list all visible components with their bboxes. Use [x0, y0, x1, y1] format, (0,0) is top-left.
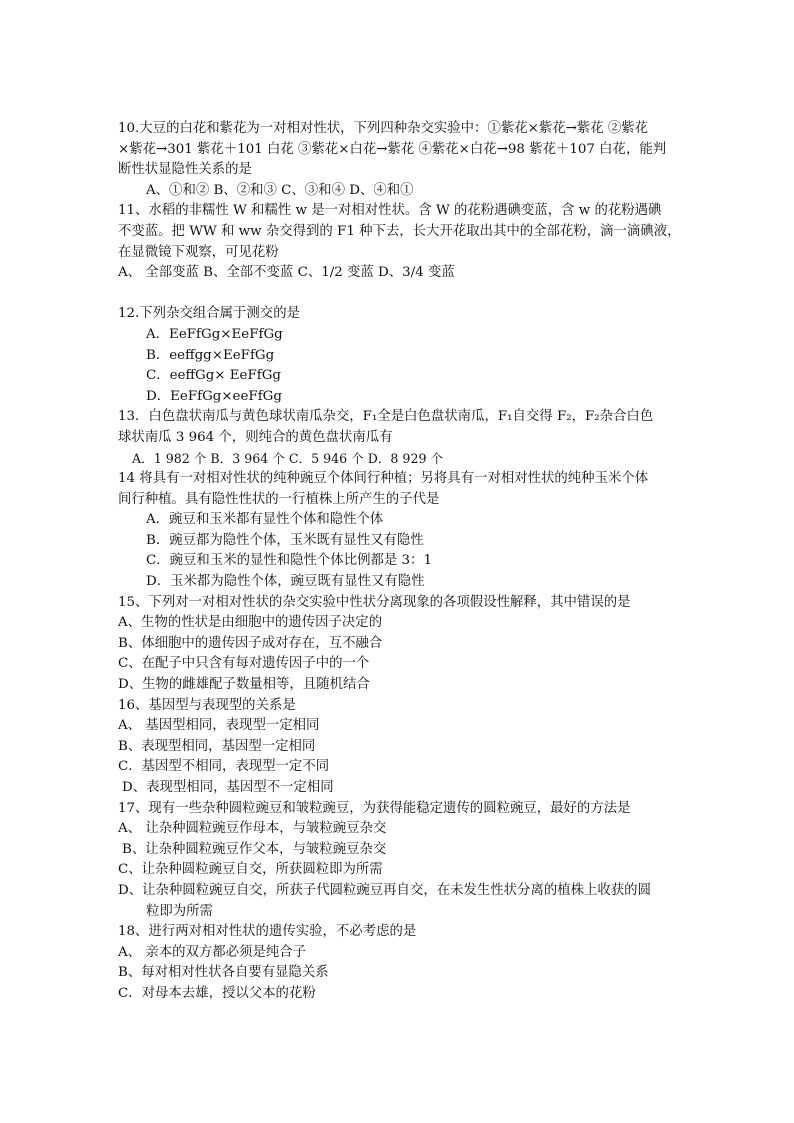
- question-13-options: A．1 982 个 B．3 964 个 C．5 946 个 D．8 929 个: [132, 450, 444, 466]
- question-13-stem-line-2: 球状南瓜 3 964 个，则纯合的黄色盘状南瓜有: [118, 429, 393, 445]
- question-17-stem: 17、现有一些杂种圆粒豌豆和皱粒豌豆，为获得能稳定遗传的圆粒豌豆，最好的方法是: [118, 800, 631, 816]
- question-14-option-d: D．玉米都为隐性个体，豌豆既有显性又有隐性: [146, 574, 425, 590]
- question-16-option-a: A、 基因型相同，表现型一定相同: [118, 718, 320, 734]
- question-16-option-b: B、表现型相同，基因型一定相同: [118, 738, 316, 754]
- question-15-option-a: A、生物的性状是由细胞中的遗传因子决定的: [118, 615, 383, 631]
- question-18-option-b: B、每对相对性状各自要有显隐关系: [118, 965, 329, 981]
- question-17-option-d-line-2: 粒即为所需: [146, 903, 213, 919]
- blank-line: [118, 284, 678, 305]
- question-18-stem: 18、进行两对相对性状的遗传实验，不必考虑的是: [118, 924, 417, 940]
- question-14-stem-line-2: 间行种植。具有隐性性状的一行植株上所产生的子代是: [118, 491, 440, 507]
- question-16-stem: 16、基因型与表现型的关系是: [118, 697, 296, 713]
- question-17: [118, 799, 678, 923]
- question-14-option-c: C．豌豆和玉米的显性和隐性个体比例都是 3：1: [146, 553, 432, 569]
- question-11-stem-line-3: 在显微镜下观察，可见花粉: [118, 244, 279, 260]
- question-18-option-a: A、 亲本的双方都必须是纯合子: [118, 944, 307, 960]
- question-12-option-d: D．EeFfGg×eeFfGg: [146, 388, 282, 404]
- question-10-stem-line-2: ×紫花→301 紫花＋101 白花 ③紫花×白花→紫花 ④紫花×白花→98 紫花＋107 白花，能判: [118, 141, 667, 157]
- question-11: [118, 201, 681, 283]
- question-12-option-b: B．eeffgg×EeFfGg: [146, 347, 275, 363]
- question-10-stem-line-3: 断性状显隐性关系的是: [118, 162, 252, 178]
- exam-page: [118, 119, 681, 1005]
- question-12-stem: 12.下列杂交组合属于测交的是: [118, 306, 300, 322]
- question-17-option-d-line-1: D、让杂种圆粒豌豆自交，所获子代圆粒豌豆再自交，在未发生性状分离的植株上收获的圆: [118, 882, 651, 898]
- question-14-stem-line-1: 14 将具有一对相对性状的纯种豌豆个体间行种植；另将具有一对相对性状的纯种玉米个体: [118, 471, 649, 487]
- question-14-option-b: B．豌豆都为隐性个体，玉米既有显性又有隐性: [146, 532, 424, 548]
- question-15: [118, 593, 678, 696]
- question-15-option-d: D、生物的雌雄配子数量相等，且随机结合: [118, 677, 370, 693]
- question-15-option-b: B、体细胞中的遗传因子成对存在，互不融合: [118, 635, 383, 651]
- question-14: [118, 469, 678, 593]
- question-12-option-c: C．eeffGg× EeFfGg: [146, 368, 281, 384]
- question-13: [118, 407, 678, 469]
- question-10-stem-line-1: 10.大豆的白花和紫花为一对相对性状，下列四种杂交实验中：①紫花×紫花→紫花 ②紫花: [118, 121, 649, 136]
- question-17-option-c: C、让杂种圆粒豌豆自交，所获圆粒即为所需: [118, 862, 383, 878]
- question-12-option-a: A．EeFfGg×EeFfGg: [146, 326, 283, 342]
- question-16: [118, 696, 678, 799]
- question-13-stem-line-1: 13．白色盘状南瓜与黄色球状南瓜杂交，F₁全是白色盘状南瓜，F₁自交得 F₂，F₂杂合白色: [118, 409, 654, 425]
- question-12: [118, 304, 678, 407]
- question-15-option-c: C、在配子中只含有每对遗传因子中的一个: [118, 656, 370, 672]
- question-17-option-a: A、 让杂种圆粒豌豆作母本，与皱粒豌豆杂交: [118, 821, 387, 837]
- question-16-option-d: D、表现型相同，基因型不一定相同: [122, 780, 334, 795]
- question-18: [118, 922, 678, 1004]
- question-16-option-c: C．基因型不相同，表现型一定不同: [118, 759, 330, 775]
- question-11-stem-line-1: 11、水稻的非糯性 W 和糯性 w 是一对相对性状。含 W 的花粉遇碘变蓝，含 w 的花粉遇碘: [118, 203, 662, 219]
- question-18-option-c: C．对母本去雄，授以父本的花粉: [118, 985, 316, 1001]
- question-15-stem: 15、下列对一对相对性状的杂交实验中性状分离现象的各项假设性解释，其中错误的是: [118, 594, 631, 610]
- question-10: [118, 119, 678, 201]
- question-10-options: A、①和② B、②和③ C、③和④ D、④和①: [146, 182, 414, 198]
- question-17-option-b: B、让杂种圆粒豌豆作父本，与皱粒豌豆杂交: [122, 841, 387, 857]
- question-11-options: A、 全部变蓝 B、全部不变蓝 C、1/2 变蓝 D、3/4 变蓝: [118, 265, 455, 281]
- question-11-stem-line-2: 不变蓝。把 WW 和 ww 杂交得到的 F1 种下去，长大开花取出其中的全部花粉，滴一滴碘液，: [118, 223, 681, 239]
- question-14-option-a: A．豌豆和玉米都有显性个体和隐性个体: [146, 512, 384, 528]
